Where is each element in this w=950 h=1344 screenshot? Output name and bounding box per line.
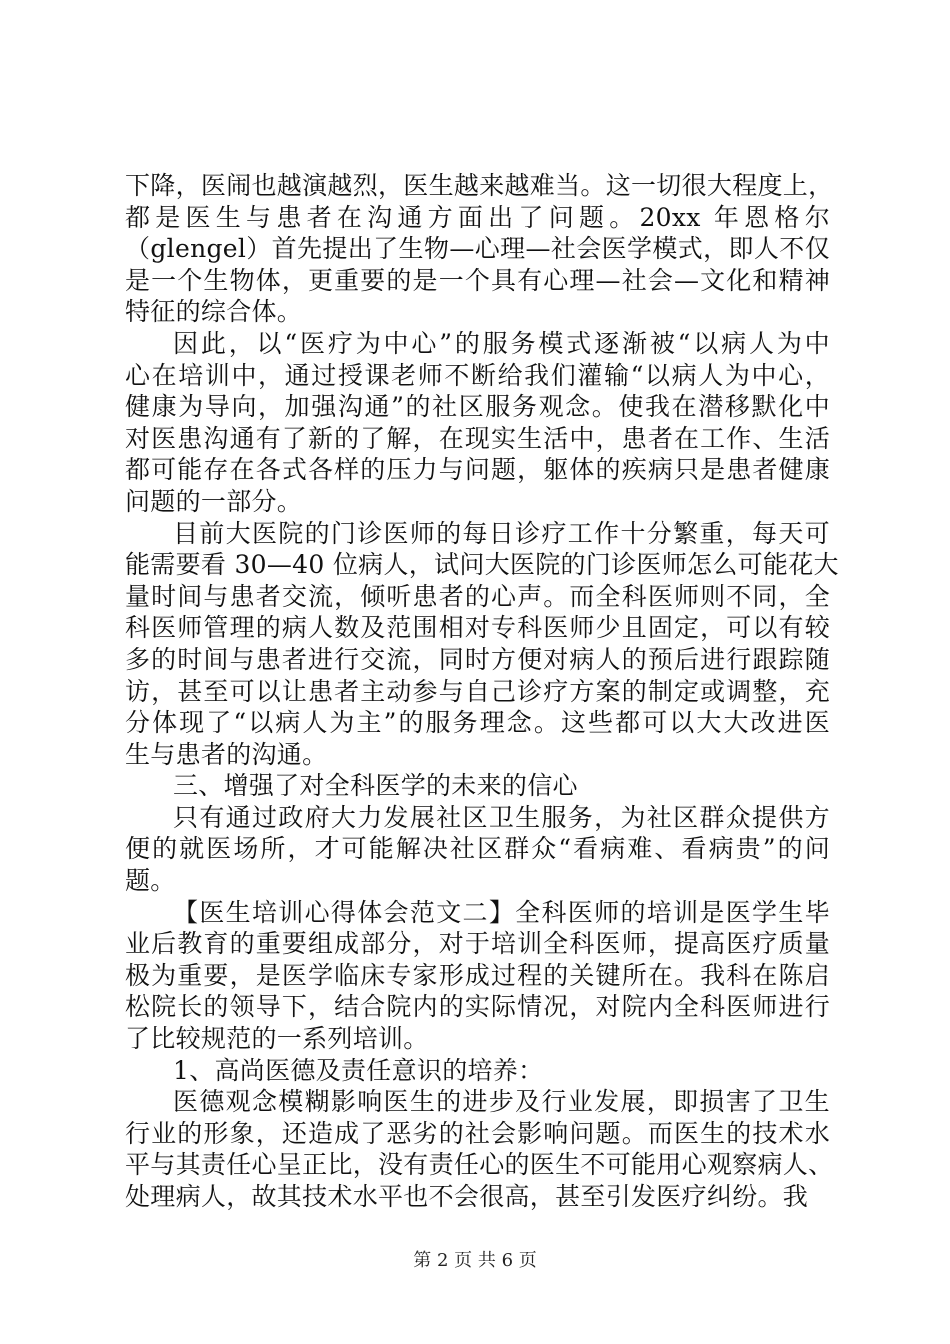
text-line: 极为重要，是医学临床专家形成过程的关键所在。我科在陈启 — [125, 960, 830, 990]
document-body — [125, 170, 839, 1213]
paragraph — [125, 1086, 834, 1212]
text-line: 三、增强了对全科医学的未来的信心 — [173, 771, 578, 801]
text-line: 题。 — [125, 866, 176, 896]
text-line: （glengel）首先提出了生物—心理—社会医学模式，即人不仅 — [125, 234, 830, 264]
text-line: 生与患者的沟通。 — [125, 739, 328, 769]
text-line: 1、高尚医德及责任意识的培养： — [173, 1055, 544, 1085]
text-line: 只有通过政府大力发展社区卫生服务，为社区群众提供方 — [173, 802, 830, 832]
text-line: 是一个生物体，更重要的是一个具有心理—社会—文化和精神 — [125, 265, 830, 295]
paragraph — [125, 518, 839, 771]
text-line: 分体现了“以病人为主”的服务理念。这些都可以大大改进医 — [125, 708, 830, 738]
paragraph — [125, 1055, 830, 1087]
text-line: 都可能存在各式各样的压力与问题，躯体的疾病只是患者健康 — [125, 455, 830, 485]
text-line: 平与其责任心呈正比，没有责任心的医生不可能用心观察病人、 — [125, 1150, 834, 1180]
text-line: 医德观念模糊影响医生的进步及行业发展，即损害了卫生 — [173, 1087, 830, 1117]
text-line: 量时间与患者交流，倾听患者的心声。而全科医师则不同，全 — [125, 581, 830, 611]
text-line: 松院长的领导下，结合院内的实际情况，对院内全科医师进行 — [125, 992, 830, 1022]
text-line: 处理病人，故其技术水平也不会很高，甚至引发医疗纠纷。我 — [125, 1182, 809, 1211]
text-line: 科医师管理的病人数及范围相对专科医师少且固定，可以有较 — [125, 613, 830, 643]
text-line: 问题的一部分。 — [125, 486, 303, 516]
paragraph — [125, 770, 830, 802]
text-line: 【医生培训心得体会范文二】全科医师的培训是医学生毕 — [173, 897, 830, 927]
text-line: 因此，以“医疗为中心”的服务模式逐渐被“以病人为中 — [173, 328, 830, 358]
text-line: 多的时间与患者进行交流，同时方便对病人的预后进行跟踪随 — [125, 644, 830, 674]
page-footer: 第 2 页 共 6 页 — [413, 1250, 537, 1271]
text-line: 下降，医闹也越演越烈，医生越来越难当。这一切很大程度上， — [125, 171, 834, 200]
text-line: 目前大医院的门诊医师的每日诊疗工作十分繁重，每天可 — [173, 518, 830, 548]
text-line: 访，甚至可以让患者主动参与自己诊疗方案的制定或调整，充 — [125, 676, 830, 706]
paragraph — [125, 170, 834, 328]
paragraph — [125, 897, 830, 1055]
text-line: 行业的形象，还造成了恶劣的社会影响问题。而医生的技术水 — [125, 1118, 830, 1148]
text-line: 便的就医场所，才可能解决社区群众“看病难、看病贵”的问 — [125, 834, 830, 864]
text-line: 了比较规范的一系列培训。 — [125, 1024, 429, 1054]
text-line: 特征的综合体。 — [125, 297, 303, 327]
text-line: 业后教育的重要组成部分，对于培训全科医师，提高医疗质量 — [125, 929, 830, 959]
text-line: 能需要看 30—40 位病人，试问大医院的门诊医师怎么可能花大 — [125, 550, 839, 580]
text-line: 心在培训中，通过授课老师不断给我们灌输“以病人为中心， — [125, 360, 830, 390]
text-line: 都是医生与患者在沟通方面出了问题。20xx 年恩格尔 — [125, 202, 830, 232]
paragraph — [125, 802, 830, 897]
text-line: 健康为导向，加强沟通”的社区服务观念。使我在潜移默化中 — [125, 392, 830, 422]
text-line: 对医患沟通有了新的了解，在现实生活中，患者在工作、生活 — [125, 423, 830, 453]
paragraph — [125, 328, 830, 518]
